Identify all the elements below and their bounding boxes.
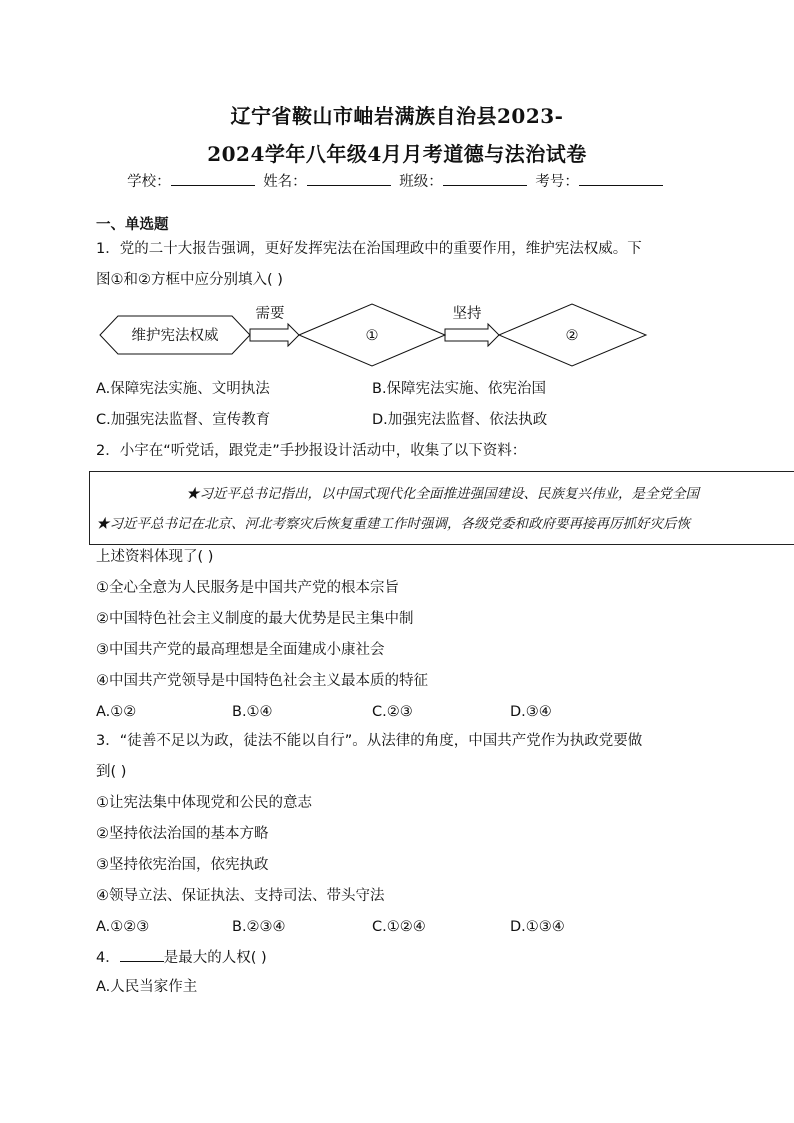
q4-stem-text: 是最大的人权( ): [163, 950, 267, 966]
q1-option-b[interactable]: B.保障宪法实施、依宪治国: [372, 381, 547, 397]
q4-fill-blank[interactable]: [120, 947, 164, 962]
q2-material-box: [89, 471, 794, 545]
q1-stem-line1: 1．党的二十大报告强调，更好发挥宪法在治国理政中的重要作用，维护宪法权威。下: [96, 241, 642, 257]
q3-option-a[interactable]: A.①②③: [96, 919, 150, 935]
name-blank[interactable]: [307, 171, 391, 186]
diagram-arrow-1: [250, 324, 299, 346]
diagram-arrow-2: [445, 324, 499, 346]
school-label: 学校：: [127, 174, 171, 190]
q2-statement-4: ④中国共产党领导是中国特色社会主义最本质的特征: [96, 673, 428, 689]
q2-statement-1: ①全心全意为人民服务是中国共产党的根本宗旨: [96, 580, 399, 596]
q3-option-d[interactable]: D.①③④: [510, 919, 565, 935]
section-heading: 一、单选题: [96, 217, 169, 233]
q1-stem-line2: 图①和②方框中应分别填入( ): [96, 272, 283, 288]
q3-stem-line1: 3．“徒善不足以为政，徒法不能以自行”。从法律的角度，中国共产党作为执政党要做: [96, 733, 643, 749]
q4-option-a[interactable]: A.人民当家作主: [96, 979, 198, 995]
q2-stem-line1: 2．小宇在“听党话，跟党走”手抄报设计活动中，收集了以下资料：: [96, 443, 527, 459]
q1-option-d[interactable]: D.加强宪法监督、依法执政: [372, 412, 548, 428]
q4-stem: [96, 947, 267, 967]
q3-statement-3: ③坚持依宪治国，依宪执政: [96, 857, 269, 873]
q2-statement-2: ②中国特色社会主义制度的最大优势是民主集中制: [96, 611, 414, 627]
q4-number: 4．: [96, 950, 120, 966]
diagram-arrow-1-label: 需要: [255, 306, 285, 322]
diagram-box-3-label: ②: [565, 328, 579, 344]
name-label: 姓名：: [263, 174, 307, 190]
exam-no-label: 考号：: [535, 174, 579, 190]
exam-no-blank[interactable]: [579, 171, 663, 186]
class-blank[interactable]: [443, 171, 527, 186]
class-label: 班级：: [399, 174, 443, 190]
q2-material-2: ★习近平总书记在北京、河北考察灾后恢复重建工作时强调，各级党委和政府要再接再厉抓好灾后恢: [96, 516, 690, 532]
q2-option-b[interactable]: B.①④: [232, 704, 273, 720]
diagram-box-1-label: 维护宪法权威: [131, 328, 219, 344]
q3-statement-2: ②坚持依法治国的基本方略: [96, 826, 269, 842]
q1-option-c[interactable]: C.加强宪法监督、宣传教育: [96, 412, 271, 428]
q3-statement-1: ①让宪法集中体现党和公民的意志: [96, 795, 312, 811]
exam-title-line2: 2024学年八年级4月月考道德与法治试卷: [207, 142, 587, 166]
diagram-arrow-2-label: 坚持: [452, 306, 482, 322]
q1-flow-diagram: [96, 300, 656, 375]
q3-stem-line2: 到( ): [96, 764, 127, 780]
q3-option-c[interactable]: C.①②④: [372, 919, 426, 935]
q2-option-d[interactable]: D.③④: [510, 704, 552, 720]
q2-option-c[interactable]: C.②③: [372, 704, 413, 720]
q2-option-a[interactable]: A.①②: [96, 704, 137, 720]
q2-question: 上述资料体现了( ): [96, 549, 214, 565]
exam-title-line1: 辽宁省鞍山市岫岩满族自治县2023-: [230, 104, 564, 128]
q2-statement-3: ③中国共产党的最高理想是全面建成小康社会: [96, 642, 385, 658]
diagram-box-2-label: ①: [365, 328, 379, 344]
q3-option-b[interactable]: B.②③④: [232, 919, 286, 935]
q1-option-a[interactable]: A.保障宪法实施、文明执法: [96, 381, 270, 397]
student-info-row: [0, 170, 794, 191]
q2-material-1: ★习近平总书记指出，以中国式现代化全面推进强国建设、民族复兴伟业，是全党全国: [186, 486, 699, 502]
q3-statement-4: ④领导立法、保证执法、支持司法、带头守法: [96, 888, 385, 904]
school-blank[interactable]: [171, 171, 255, 186]
